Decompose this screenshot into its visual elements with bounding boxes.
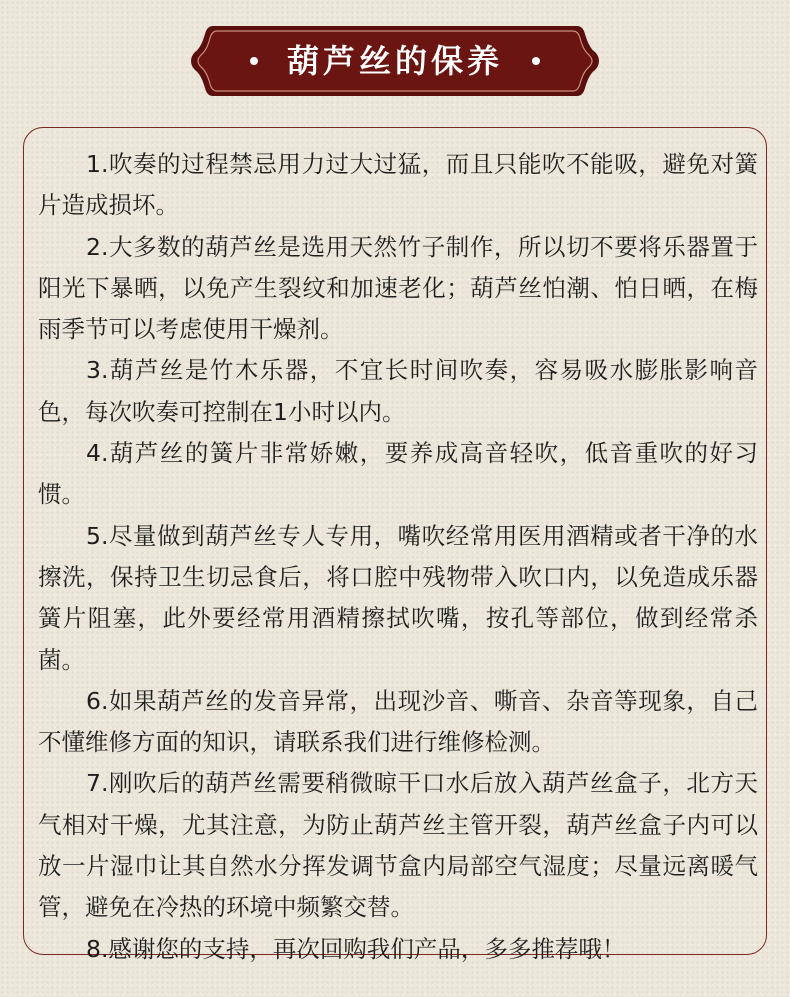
instruction-paragraph: 7.刚吹后的葫芦丝需要稍微晾干口水后放入葫芦丝盒子，北方天气相对干燥，尤其注意，为防止葫芦丝主管开裂，葫芦丝盒子内可以放一片湿巾让其自然水分挥发调节盒内局部空气湿度；尽量远离暖气管，避免在冷热的环境中频繁交替。 [38, 769, 758, 922]
instruction-paragraph: 3.葫芦丝是竹木乐器，不宜长时间吹奏，容易吸水膨胀影响音色，每次吹奏可控制在1小时以内。 [38, 356, 758, 426]
care-instructions [38, 144, 758, 970]
instruction-paragraph: 8.感谢您的支持，再次回购我们产品，多多推荐哦！ [86, 934, 626, 963]
instruction-paragraph: 5.尽量做到葫芦丝专人专用，嘴吹经常用医用酒精或者干净的水擦洗，保持卫生切忌食后，将口腔中残物带入吹口内，以免造成乐器簧片阻塞，此外要经常用酒精擦拭吹嘴，按孔等部位，做到经常杀菌。 [38, 521, 758, 674]
instruction-paragraph: 4.葫芦丝的簧片非常娇嫩，要养成高音轻吹，低音重吹的好习惯。 [38, 439, 758, 509]
instruction-paragraph: 2.大多数的葫芦丝是选用天然竹子制作，所以切不要将乐器置于阳光下暴晒，以免产生裂纹和加速老化；葫芦丝怕潮、怕日晒，在梅雨季节可以考虑使用干燥剂。 [38, 232, 758, 344]
instruction-paragraph: 1.吹奏的过程禁忌用力过大过猛，而且只能吹不能吸，避免对簧片造成损坏。 [38, 150, 758, 220]
page-title: 葫芦丝的保养 [286, 42, 503, 80]
instruction-paragraph: 6.如果葫芦丝的发音异常，出现沙音、嘶音、杂音等现象，自己不懂维修方面的知识，请联系我们进行维修检测。 [38, 686, 758, 757]
title-banner [191, 22, 599, 100]
